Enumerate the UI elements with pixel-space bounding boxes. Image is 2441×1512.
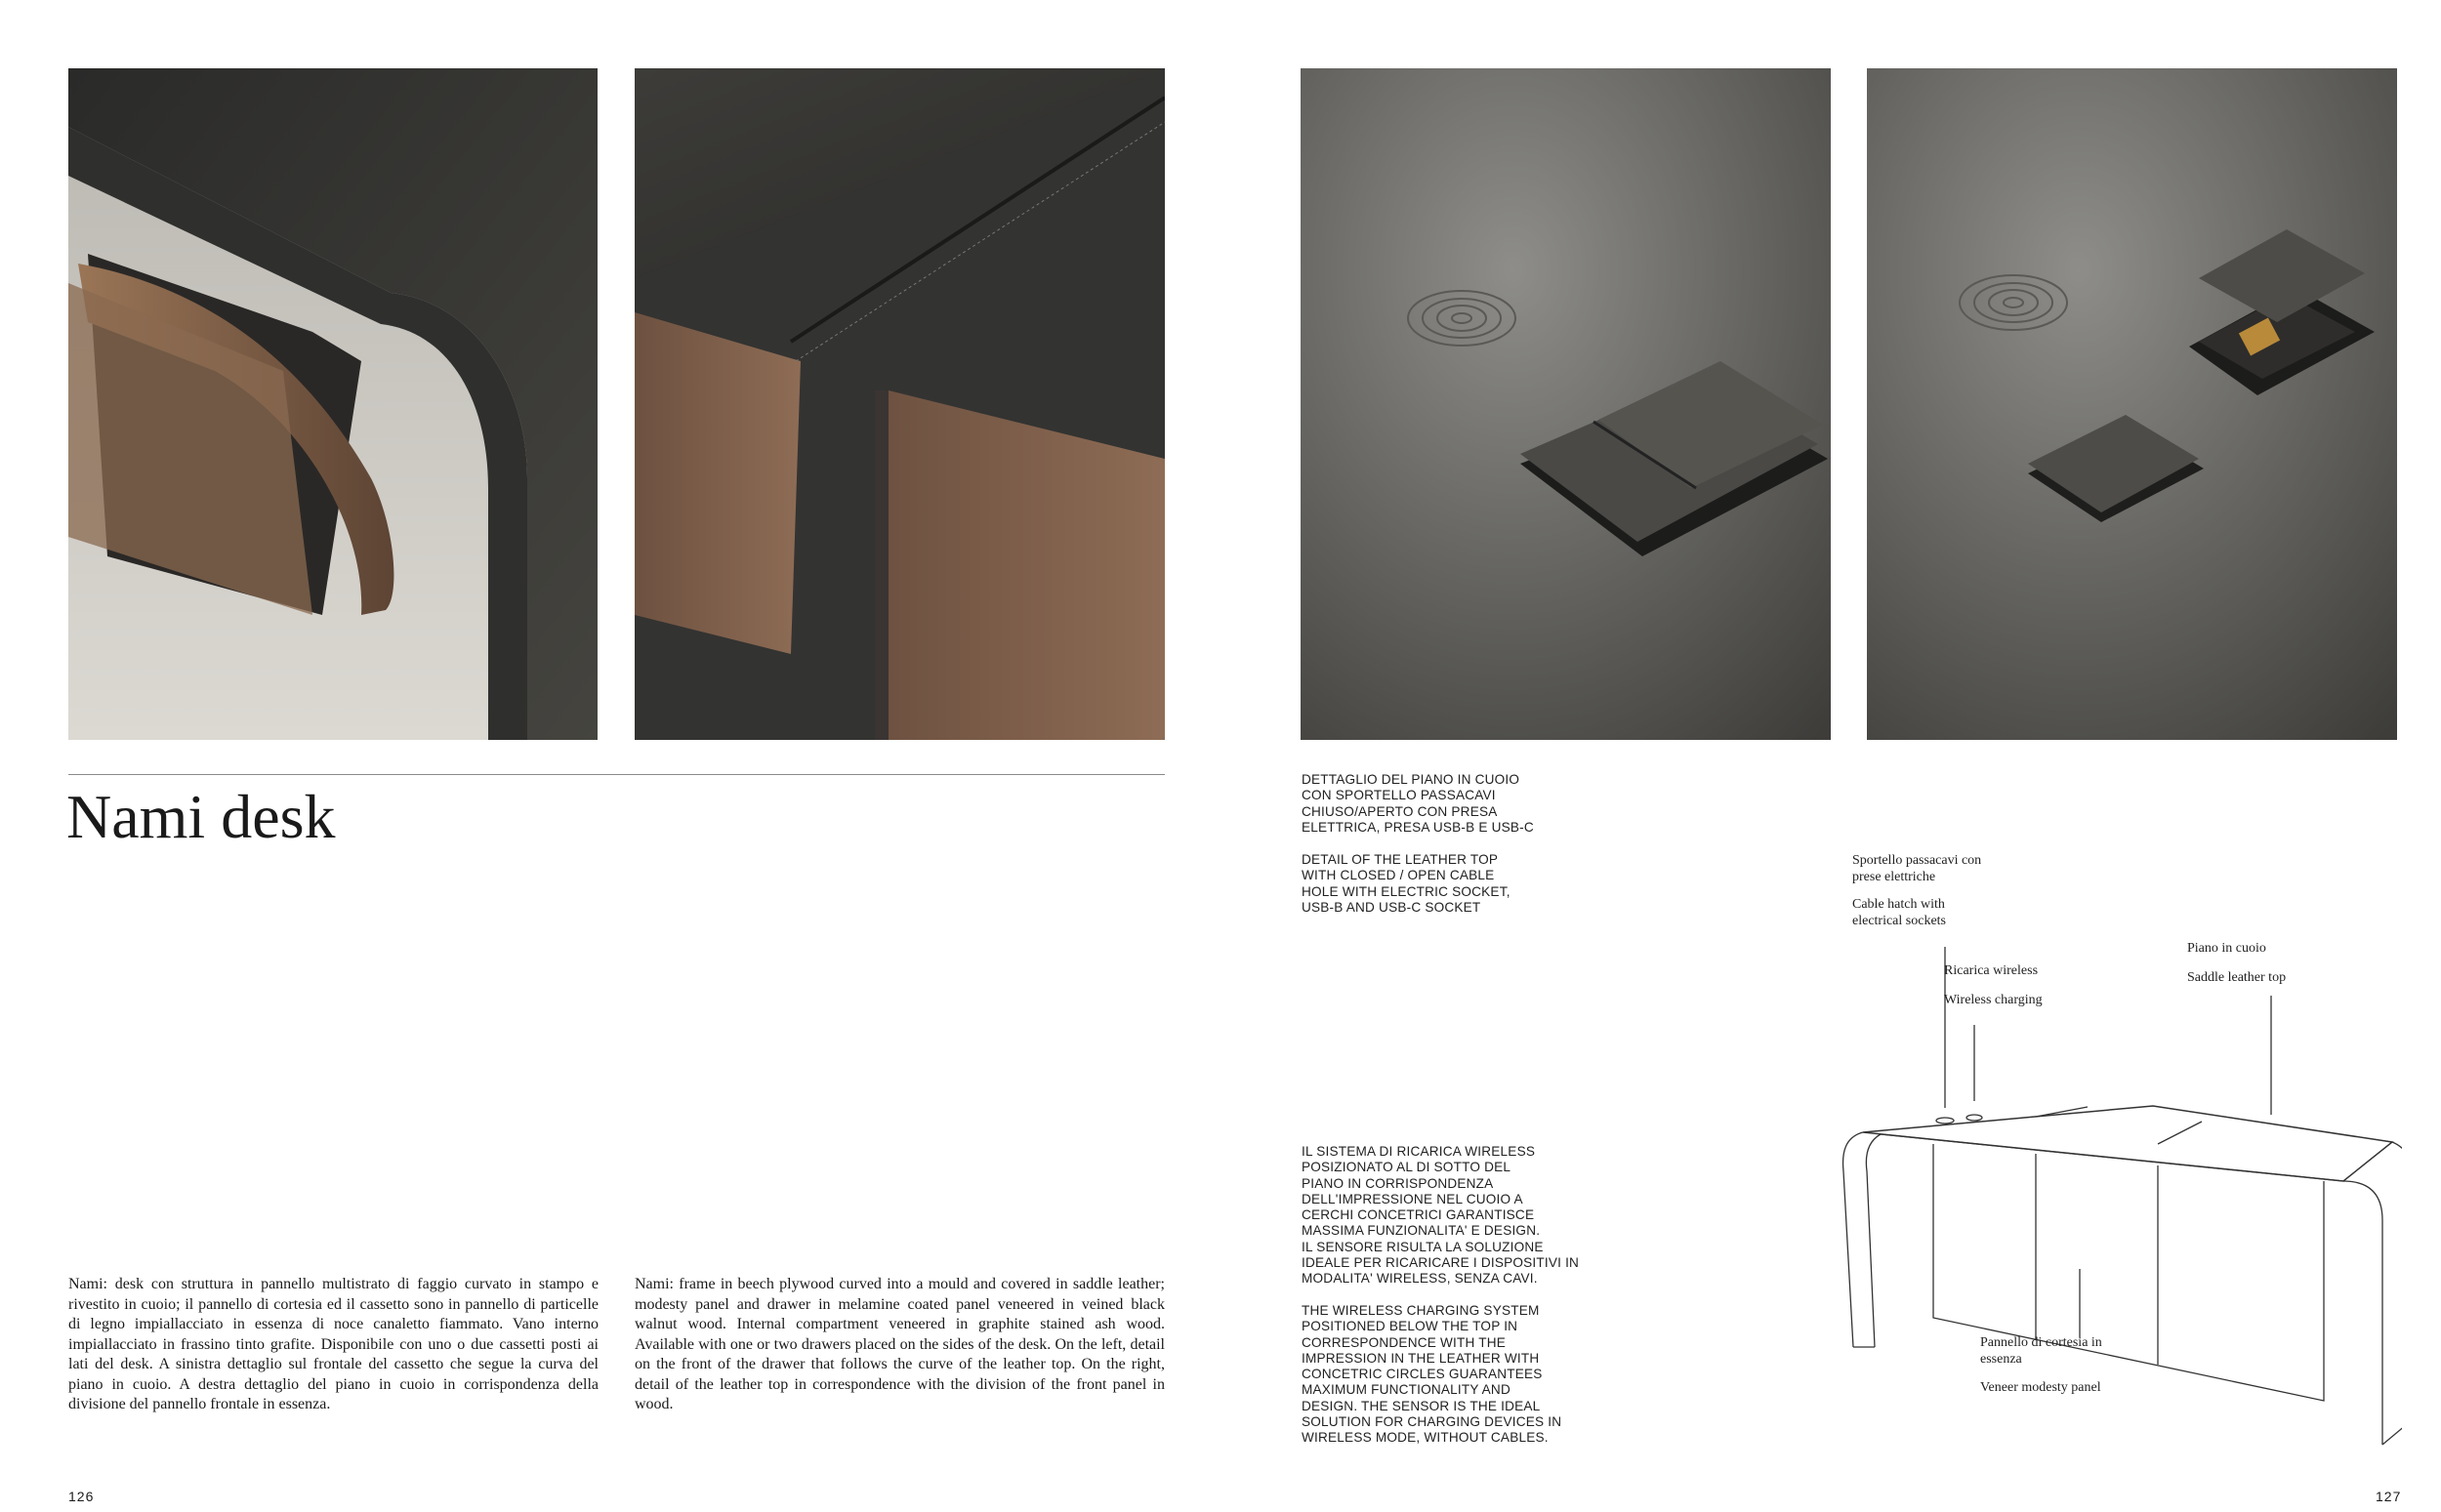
caption-hatch-italian: DETTAGLIO DEL PIANO IN CUOIO CON SPORTELLO PASSACAVI CHIUSO/APERTO CON PRESA ELETTRICA, PRESA USB-B E USB-C bbox=[1302, 772, 1534, 835]
label-top-en: Saddle leather top bbox=[2187, 970, 2287, 985]
page-number-right: 127 bbox=[2376, 1489, 2402, 1504]
photo-drawer-detail bbox=[68, 68, 598, 740]
label-top-it: Piano in cuoio bbox=[2187, 941, 2266, 956]
label-modesty-panel-it: Pannello di cortesia in essenza bbox=[1980, 1335, 2102, 1367]
description-italian: Nami: desk con struttura in pannello multistrato di faggio curvato in stampo e rivestito in cuoio; il pannello di cortesia ed il cassetto sono in pannello di particelle di legno impiallacciato in essenza di noce canaletto fiammato. Vano interno impiallacciato in frassino tinto grafite. Disponibile con uno o due cassetti posti ai lati del desk. A sinistra dettaglio sul frontale del cassetto che segue la curva del piano in cuoio. A destra dettaglio del piano in cuoio in corrispondenza della divisione del pannello frontale in essenza. bbox=[68, 1276, 599, 1412]
label-wireless-en: Wireless charging bbox=[1944, 993, 2043, 1007]
caption-hatch-english: DETAIL OF THE LEATHER TOP WITH CLOSED / OPEN CABLE HOLE WITH ELECTRIC SOCKET, USB-B AND USB-C SOCKET bbox=[1302, 852, 1510, 915]
label-wireless-it: Ricarica wireless bbox=[1944, 963, 2039, 978]
label-cable-hatch-en: Cable hatch with electrical sockets bbox=[1852, 897, 1947, 928]
caption-wireless-english: THE WIRELESS CHARGING SYSTEM POSITIONED BELOW THE TOP IN CORRESPONDENCE WITH THE IMPRESSION IN THE LEATHER WITH CONCETRIC CIRCLES GUARANTEES MAXIMUM FUNCTIONALITY AND DESIGN. THE SENSOR IS THE IDEAL SOLUTION FOR CHARGING DEVICES IN WIRELESS MODE, WITHOUT CABLES. bbox=[1302, 1303, 1562, 1446]
caption-wireless-italian: IL SISTEMA DI RICARICA WIRELESS POSIZIONATO AL DI SOTTO DEL PIANO IN CORRISPONDENZA DELL'IMPRESSIONE NEL CUOIO A CERCHI CONCETRICI GARANTISCE MASSIMA FUNZIONALITA' E DESIGN. IL SENSORE RISULTA LA SOLUZIONE IDEALE PER RICARICARE I DISPOSITIVI IN MODALITA' WIRELESS, SENZA CAVI. bbox=[1302, 1144, 1580, 1287]
photo-cable-hatch-closed bbox=[1301, 68, 1831, 740]
label-cable-hatch-it: Sportello passacavi con prese elettriche bbox=[1852, 853, 1982, 884]
photo-cable-hatch-open bbox=[1867, 68, 2397, 740]
desk-line-diagram bbox=[1836, 859, 2402, 1464]
title-rule bbox=[68, 774, 1165, 775]
description-english: Nami: frame in beech plywood curved into a mould and covered in saddle leather; modesty panel and drawer in melamine coated panel veneered in veined black walnut wood. Internal compartment veneered in graphite stained ash wood. Available with one or two drawers placed on the sides of the desk. On the left, detail on the front of the drawer that follows the curve of the leather top. On the right, detail of the leather top in correspondence with the division of the front panel in wood. bbox=[635, 1276, 1165, 1412]
label-modesty-panel-en: Veneer modesty panel bbox=[1980, 1380, 2101, 1395]
photo-leather-seam-detail bbox=[635, 68, 1165, 740]
page-title: Nami desk bbox=[66, 782, 336, 851]
page-number-left: 126 bbox=[68, 1489, 95, 1504]
